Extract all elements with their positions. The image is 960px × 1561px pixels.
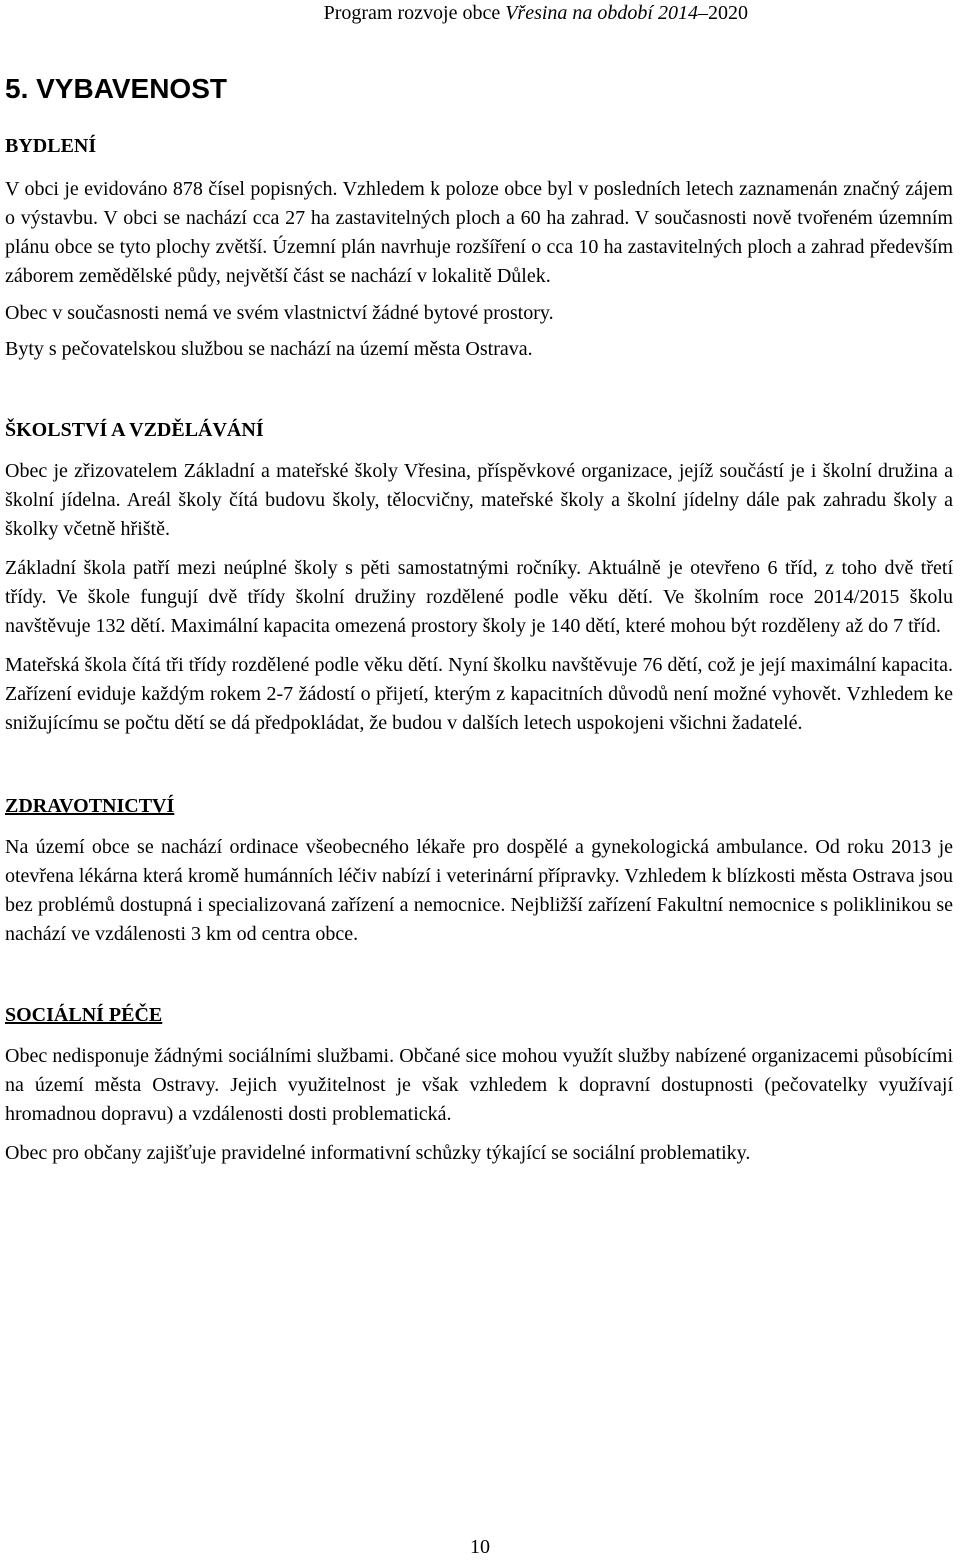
- paragraph: Základní škola patří mezi neúplné školy s pěti samostatnými ročníky. Aktuálně je otevřeno 6 tříd, z toho dvě třetí třídy. Ve škole fungují dvě třídy školní družiny rozdělené podle věku dětí. Ve školním roce 2014/2015 školu navštěvuje 132 dětí. Maximální kapacita omezená prostory školy je 140 dětí, které mohou být rozděleny až do 7 tříd.: [5, 557, 953, 637]
- paragraph: Obec v současnosti nemá ve svém vlastnictví žádné bytové prostory.: [5, 302, 554, 324]
- section-title-socialni-pece: SOCIÁLNÍ PÉČE: [5, 1004, 163, 1026]
- header-prefix: Program rozvoje obce: [323, 2, 506, 24]
- paragraph: Mateřská škola čítá tři třídy rozdělené podle věku dětí. Nyní školku navštěvuje 76 dětí, což je její maximální kapacita. Zařízení eviduje každým rokem 2-7 žádostí o přijetí, kterým z kapacitních důvodů není možné vyhovět. Vzhledem ke snižujícímu se počtu dětí se dá předpokládat, že budou v dalších letech uspokojeni všichni žadatelé.: [5, 654, 953, 734]
- paragraph: Byty s pečovatelskou službou se nachází na území města Ostrava.: [5, 338, 533, 360]
- paragraph: Na území obce se nachází ordinace všeobecného lékaře pro dospělé a gynekologická ambulance. Od roku 2013 je otevřena lékárna která kromě humánních léčiv nabízí i veterinární přípravky. Vzhledem k blízkosti města Ostrava jsou bez problémů dostupná i specializovaná zařízení a nemocnice. Nejbližší zařízení Fakultní nemocnice s poliklinikou se nachází ve vzdálenosti 3 km od centra obce.: [5, 836, 953, 945]
- header-italic: Vřesina na období 2014: [505, 2, 698, 24]
- page-content: [5, 70, 953, 1168]
- paragraph: Obec pro občany zajišťuje pravidelné informativní schůzky týkající se sociální problematiky.: [5, 1142, 751, 1164]
- running-header: [324, 2, 748, 25]
- section-title-zdravotnictvi: ZDRAVOTNICTVÍ: [5, 795, 175, 817]
- header-suffix: –2020: [698, 2, 748, 24]
- page-number: 10: [470, 1536, 490, 1558]
- section-title-skolstvi: ŠKOLSTVÍ A VZDĚLÁVÁNÍ: [5, 419, 264, 441]
- paragraph: Obec je zřizovatelem Základní a mateřské školy Vřesina, příspěvkové organizace, jejíž součástí je i školní družina a školní jídelna. Areál školy čítá budovu školy, tělocvičny, mateřské školy a školní jídelny dále pak zahradu školy a školky včetně hřiště.: [5, 460, 953, 540]
- chapter-title: 5. VYBAVENOST: [5, 73, 227, 104]
- paragraph: Obec nedisponuje žádnými sociálními službami. Občané sice mohou využít služby nabízené organizacemi působícími na území města Ostravy. Jejich využitelnost je však vzhledem k dopravní dostupnosti (pečovatelky využívají hromadnou dopravu) a vzdálenosti dosti problematická.: [5, 1045, 953, 1125]
- paragraph: V obci je evidováno 878 čísel popisných. Vzhledem k poloze obce byl v posledních letech zaznamenán značný zájem o výstavbu. V obci se nachází cca 27 ha zastavitelných ploch a 60 ha zahrad. V současnosti nově tvořeném územním plánu obce se tyto plochy zvětší. Územní plán navrhuje rozšíření o cca 10 ha zastavitelných ploch a zahrad především záborem zemědělské půdy, největší část se nachází v lokalitě Důlek.: [5, 178, 953, 287]
- section-title-bydleni: BYDLENÍ: [5, 135, 97, 157]
